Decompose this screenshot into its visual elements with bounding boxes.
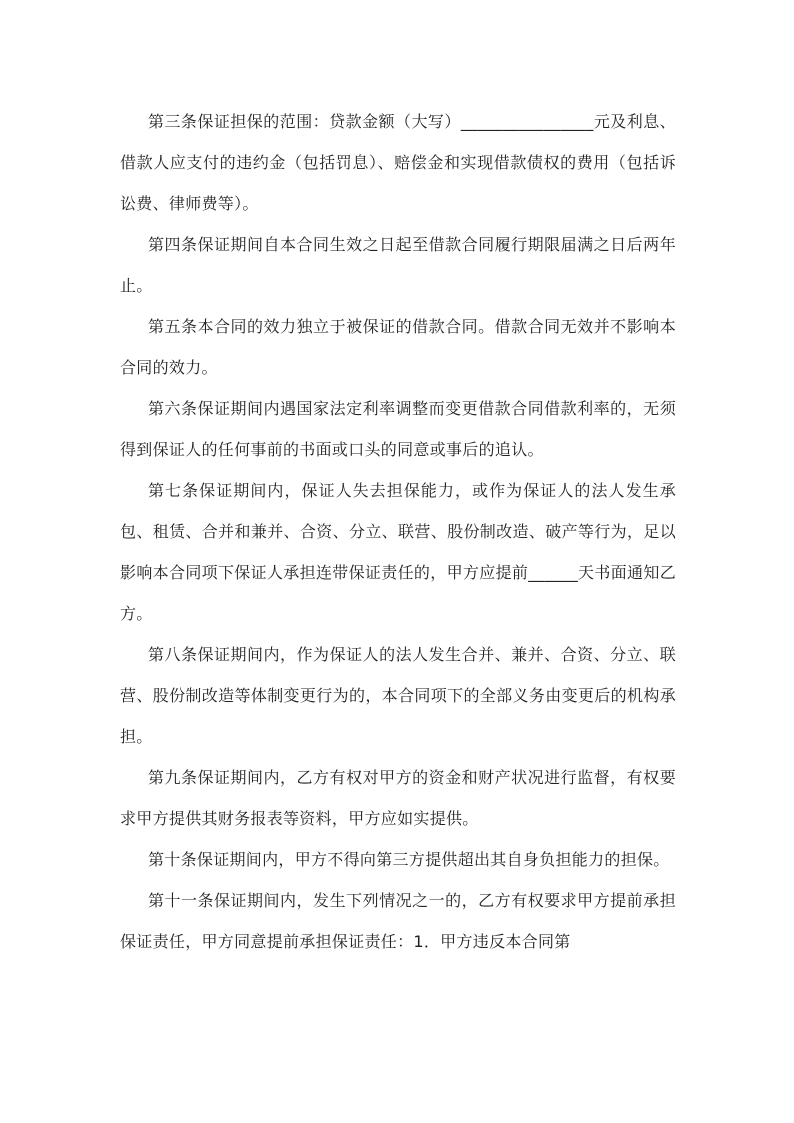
clause-9-supervision-rights: 第九条保证期间内，乙方有权对甲方的资金和财产状况进行监督，有权要求甲方提供其财务报表等资料，甲方应如实提供。 bbox=[120, 768, 676, 828]
clause-4-guarantee-period: 第四条保证期间自本合同生效之日起至借款合同履行期限届满之日后两年止。 bbox=[120, 235, 676, 295]
clause-10-third-party-guarantee: 第十条保证期间内，甲方不得向第三方提供超出其自身负担能力的担保。 bbox=[148, 850, 670, 869]
clause-6-interest-rate-adjustment: 第六条保证期间内遇国家法定利率调整而变更借款合同借款利率的，无须得到保证人的任何事前的书面或口头的同意或事后的追认。 bbox=[120, 399, 676, 459]
clause-7-loss-of-capacity: 第七条保证期间内，保证人失去担保能力，或作为保证人的法人发生承包、租赁、合并和兼并、合资、分立、联营、股份制改造、破产等行为，足以影响本合同项下保证人承担连带保证责任的，甲方应提前______天书面通知乙方。 bbox=[120, 481, 676, 623]
clause-11-early-liability: 第十一条保证期间内，发生下列情况之一的，乙方有权要求甲方提前承担保证责任，甲方同意提前承担保证责任：1．甲方违反本合同第 bbox=[120, 891, 676, 951]
document-body bbox=[120, 101, 676, 962]
clause-5-contract-validity: 第五条本合同的效力独立于被保证的借款合同。借款合同无效并不影响本合同的效力。 bbox=[120, 317, 676, 377]
clause-3-guarantee-scope: 第三条保证担保的范围：贷款金额（大写）________________元及利息、借款人应支付的违约金（包括罚息）、赔偿金和实现借款债权的费用（包括诉讼费、律师费等）。 bbox=[120, 112, 676, 213]
clause-8-structural-change: 第八条保证期间内，作为保证人的法人发生合并、兼并、合资、分立、联营、股份制改造等体制变更行为的，本合同项下的全部义务由变更后的机构承担。 bbox=[120, 645, 676, 746]
